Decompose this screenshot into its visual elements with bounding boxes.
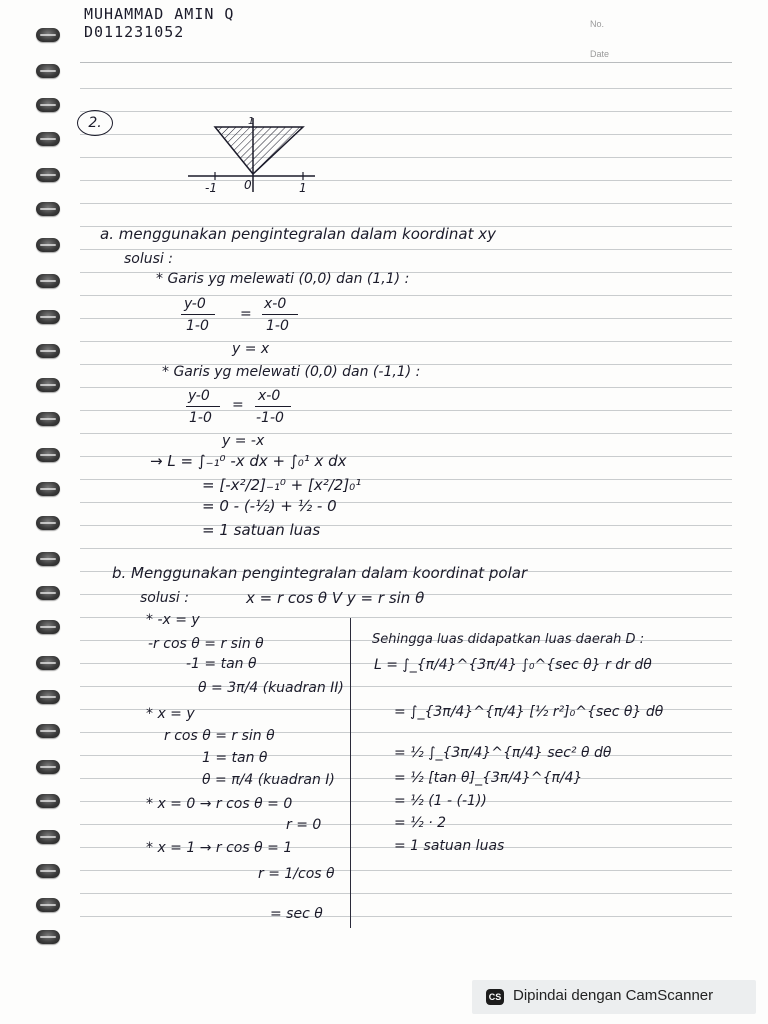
left-step: -1 = tan θ bbox=[186, 656, 257, 672]
ruled-line bbox=[80, 479, 732, 480]
line1-num-x: x-0 bbox=[264, 296, 287, 312]
line1-equals: = bbox=[240, 306, 252, 322]
ruled-line bbox=[80, 295, 732, 296]
tick-label-0: 0 bbox=[244, 178, 252, 192]
ruled-line bbox=[80, 686, 732, 687]
binding-ring bbox=[36, 552, 60, 566]
line2-den-y: 1-0 bbox=[189, 410, 212, 426]
binding-ring bbox=[36, 690, 60, 704]
left-step: = sec θ bbox=[270, 906, 323, 922]
left-step: r cos θ = r sin θ bbox=[164, 728, 275, 744]
ruled-line bbox=[80, 893, 732, 894]
camscanner-icon: CS bbox=[486, 989, 504, 1005]
student-name: MUHAMMAD AMIN Q bbox=[84, 5, 235, 23]
line1-heading: * Garis yg melewati (0,0) dan (1,1) : bbox=[156, 271, 410, 287]
ruled-line bbox=[80, 525, 732, 526]
right-step: = ½ · 2 bbox=[394, 815, 447, 831]
left-step: * x = y bbox=[146, 706, 195, 722]
ruled-line bbox=[80, 387, 732, 388]
fraction-bar bbox=[255, 406, 291, 407]
binding-ring bbox=[36, 830, 60, 844]
binding-ring bbox=[36, 930, 60, 944]
binding-ring bbox=[36, 620, 60, 634]
fraction-bar bbox=[186, 406, 220, 407]
binding-ring bbox=[36, 132, 60, 146]
left-step: * x = 1 → r cos θ = 1 bbox=[146, 840, 293, 856]
part-a-result: = 1 satuan luas bbox=[202, 521, 321, 539]
left-step: θ = π/4 (kuadran I) bbox=[202, 772, 335, 788]
ruled-line bbox=[80, 548, 732, 549]
line1-den-y: 1-0 bbox=[186, 318, 209, 334]
left-step: * x = 0 → r cos θ = 0 bbox=[146, 796, 293, 812]
binding-ring bbox=[36, 656, 60, 670]
right-step: Sehingga luas didapatkan luas daerah D : bbox=[372, 632, 645, 647]
ruled-line bbox=[80, 249, 732, 250]
binding-ring bbox=[36, 168, 60, 182]
line2-num-x: x-0 bbox=[258, 388, 281, 404]
ruled-line bbox=[80, 916, 732, 917]
binding-ring bbox=[36, 412, 60, 426]
binding-ring bbox=[36, 724, 60, 738]
camscanner-text: Dipindai dengan CamScanner bbox=[513, 987, 714, 1004]
student-id: D011231052 bbox=[84, 23, 185, 41]
right-step: = ½ [tan θ]_{3π/4}^{π/4} bbox=[394, 770, 583, 786]
binding-ring bbox=[36, 310, 60, 324]
tick-label-neg1: -1 bbox=[205, 181, 217, 195]
binding-ring bbox=[36, 64, 60, 78]
binding-ring bbox=[36, 448, 60, 462]
header-rule bbox=[80, 62, 732, 63]
fraction-bar bbox=[262, 314, 298, 315]
right-step: L = ∫_{π/4}^{3π/4} ∫₀^{sec θ} r dr dθ bbox=[374, 657, 652, 673]
binding-ring bbox=[36, 482, 60, 496]
binding-ring bbox=[36, 586, 60, 600]
part-a-calc-1: → L = ∫₋₁⁰ -x dx + ∫₀¹ x dx bbox=[150, 452, 347, 470]
ruled-line bbox=[80, 433, 732, 434]
binding-ring bbox=[36, 28, 60, 42]
problem-number: 2. bbox=[77, 110, 113, 136]
left-step: θ = 3π/4 (kuadran II) bbox=[198, 680, 344, 696]
binding-ring bbox=[36, 794, 60, 808]
part-b-solusi: solusi : bbox=[140, 590, 189, 606]
part-b-title: b. Menggunakan pengintegralan dalam koordinat polar bbox=[112, 564, 528, 582]
line1-result: y = x bbox=[232, 341, 270, 357]
right-step: = 1 satuan luas bbox=[394, 838, 505, 854]
binding-ring bbox=[36, 898, 60, 912]
tick-label-1: 1 bbox=[299, 181, 307, 195]
binding-ring bbox=[36, 274, 60, 288]
line2-result: y = -x bbox=[222, 433, 265, 449]
part-a-title: a. menggunakan pengintegralan dalam koordinat xy bbox=[100, 225, 497, 243]
ruled-line bbox=[80, 318, 732, 319]
right-step: = ½ (1 - (-1)) bbox=[394, 793, 487, 809]
shaded-triangle bbox=[215, 127, 303, 174]
ruled-line bbox=[80, 88, 732, 89]
ruled-line bbox=[80, 203, 732, 204]
ruled-line bbox=[80, 180, 732, 181]
binding-ring bbox=[36, 378, 60, 392]
binding-ring bbox=[36, 760, 60, 774]
ruled-line bbox=[80, 410, 732, 411]
line1-num-y: y-0 bbox=[184, 296, 206, 312]
left-step: r = 1/cos θ bbox=[258, 866, 335, 882]
line1-den-x: 1-0 bbox=[266, 318, 289, 334]
polar-definition: x = r cos θ V y = r sin θ bbox=[246, 589, 425, 607]
part-a-calc-2: = [-x²/2]₋₁⁰ + [x²/2]₀¹ bbox=[202, 476, 362, 494]
date-label: Date bbox=[590, 49, 610, 59]
binding-ring bbox=[36, 344, 60, 358]
left-step: 1 = tan θ bbox=[202, 750, 268, 766]
binding-ring bbox=[36, 516, 60, 530]
part-a-calc-3: = 0 - (-½) + ½ - 0 bbox=[202, 497, 337, 515]
left-step: * -x = y bbox=[146, 612, 200, 628]
left-step: r = 0 bbox=[286, 817, 322, 833]
line2-heading: * Garis yg melewati (0,0) dan (-1,1) : bbox=[162, 364, 421, 380]
ruled-line bbox=[80, 341, 732, 342]
ruled-line bbox=[80, 502, 732, 503]
line2-equals: = bbox=[232, 397, 244, 413]
line2-den-x: -1-0 bbox=[256, 410, 284, 426]
right-step: = ∫_{3π/4}^{π/4} [½ r²]₀^{sec θ} dθ bbox=[394, 704, 664, 720]
tick-label-y1: 1 bbox=[248, 116, 255, 127]
right-step: = ½ ∫_{3π/4}^{π/4} sec² θ dθ bbox=[394, 745, 612, 761]
binding-ring bbox=[36, 864, 60, 878]
binding-ring bbox=[36, 202, 60, 216]
binding-ring bbox=[36, 98, 60, 112]
ruled-line bbox=[80, 157, 732, 158]
ruled-line bbox=[80, 870, 732, 871]
column-divider bbox=[350, 618, 351, 928]
part-a-solusi: solusi : bbox=[124, 251, 173, 267]
ruled-line bbox=[80, 111, 732, 112]
left-step: -r cos θ = r sin θ bbox=[148, 636, 264, 652]
ruled-line bbox=[80, 134, 732, 135]
fraction-bar bbox=[181, 314, 215, 315]
line2-num-y: y-0 bbox=[188, 388, 210, 404]
camscanner-watermark bbox=[472, 980, 756, 1014]
no-label: No. bbox=[590, 19, 605, 29]
binding-ring bbox=[36, 238, 60, 252]
